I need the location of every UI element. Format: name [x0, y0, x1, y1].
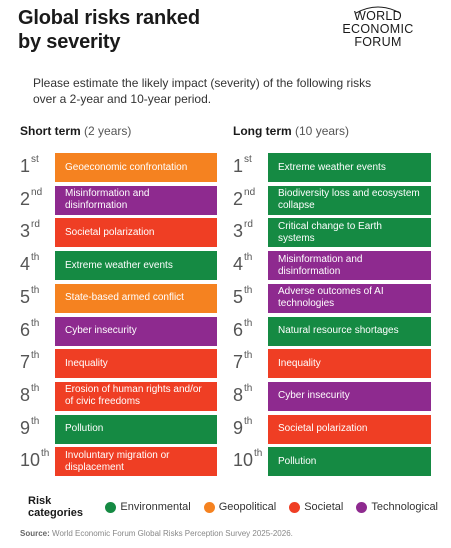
- rank-suffix: st: [31, 154, 39, 165]
- rank-number: 6: [20, 319, 31, 340]
- rank-number: 3: [233, 221, 244, 242]
- rank-number: 9: [233, 417, 244, 438]
- page-title: [18, 6, 248, 54]
- long-term-risk-bar: Misinformation and disinformation: [268, 251, 431, 280]
- short-term-risk-bar: State-based armed conflict: [55, 284, 217, 313]
- rank-number: 10: [20, 450, 41, 471]
- long-term-risk-bar: Extreme weather events: [268, 153, 431, 182]
- logo-line-3: FORUM: [354, 35, 402, 49]
- rank-suffix: th: [31, 317, 40, 329]
- rank-number: 5: [233, 286, 244, 307]
- rank-number: 9: [20, 417, 31, 438]
- source-label: Source:: [20, 529, 50, 538]
- long-term-risk-bar: Natural resource shortages: [268, 317, 431, 346]
- title-line-1: Global risks ranked: [18, 7, 200, 29]
- rank-suffix: th: [244, 317, 253, 329]
- rank-suffix: th: [31, 284, 40, 296]
- rank-number: 2: [233, 188, 244, 209]
- legend-dot-icon: [105, 502, 116, 513]
- legend-dot-icon: [356, 502, 367, 513]
- rank-number: 3: [20, 221, 31, 242]
- long-term-risk-bar: Pollution: [268, 447, 431, 476]
- legend-label: Technological: [371, 501, 438, 513]
- rank-number: 4: [233, 254, 244, 275]
- rank-suffix: nd: [31, 186, 43, 198]
- legend-item-societal: [289, 501, 343, 513]
- legend-title: Risk categories: [28, 495, 84, 519]
- rank-suffix: nd: [244, 186, 256, 198]
- rank-number: 7: [20, 352, 31, 373]
- rank-suffix: th: [254, 448, 263, 460]
- rank-number: 10: [233, 450, 254, 471]
- rank-number: 7: [233, 352, 244, 373]
- long-term-risk-bar: Inequality: [268, 349, 431, 378]
- rank-number: 1: [233, 156, 244, 176]
- long-term-risk-bar: Critical change to Earth systems: [268, 218, 431, 247]
- rank-number: 5: [20, 286, 31, 307]
- long-term-risk-bar: Societal polarization: [268, 415, 431, 444]
- short-term-risk-bar: Extreme weather events: [55, 251, 217, 280]
- short-term-label: Short term: [20, 124, 81, 138]
- short-term-risk-bar: Geoeconomic confrontation: [55, 153, 217, 182]
- legend-dot-icon: [289, 502, 300, 513]
- rank-suffix: rd: [31, 219, 40, 231]
- legend-item-technological: [356, 501, 438, 513]
- rank-suffix: th: [31, 252, 40, 264]
- rank-suffix: st: [244, 154, 252, 165]
- rank-suffix: rd: [244, 219, 253, 231]
- short-term-risk-bar: Involuntary migration or displacement: [55, 447, 217, 476]
- rank-number: 8: [233, 384, 244, 405]
- logo-line-2: ECONOMIC: [342, 22, 414, 36]
- rank-suffix: th: [31, 350, 40, 362]
- legend-label: Environmental: [120, 501, 191, 513]
- legend-dot-icon: [204, 502, 215, 513]
- rank-number: 2: [20, 188, 31, 209]
- wef-logo: [329, 10, 427, 49]
- short-term-risk-bar: Pollution: [55, 415, 217, 444]
- long-term-label: Long term: [233, 124, 292, 138]
- rank-suffix: th: [31, 382, 40, 394]
- long-term-header: [233, 124, 349, 138]
- rank-number: 1: [20, 156, 31, 176]
- rank-suffix: th: [244, 382, 253, 394]
- short-term-risk-bar: Societal polarization: [55, 218, 217, 247]
- logo-line-1: WORLD: [353, 9, 403, 23]
- source-note: [20, 529, 293, 538]
- rank-suffix: th: [41, 448, 50, 460]
- subtitle: Please estimate the likely impact (severity) of the following risks over a 2-year and 10-year period.: [33, 76, 372, 106]
- source-text: World Economic Forum Global Risks Perception Survey 2025-2026.: [52, 529, 293, 538]
- short-term-risk-bar: Erosion of human rights and/or of civic freedoms: [55, 382, 217, 411]
- rank-suffix: th: [244, 252, 253, 264]
- short-term-risk-bar: Cyber insecurity: [55, 317, 217, 346]
- rank-number: 8: [20, 384, 31, 405]
- title-line-2: by severity: [18, 31, 121, 53]
- long-term-risk-bar: Adverse outcomes of AI technologies: [268, 284, 431, 313]
- legend-label: Geopolitical: [218, 501, 277, 513]
- short-term-risk-bar: Misinformation and disinformation: [55, 186, 217, 215]
- legend-label: Societal: [304, 501, 344, 513]
- rank-suffix: th: [244, 415, 253, 427]
- short-term-risk-bar: Inequality: [55, 349, 217, 378]
- rank-suffix: th: [244, 284, 253, 296]
- short-term-range: (2 years): [84, 124, 132, 138]
- legend-item-environmental: [105, 501, 190, 513]
- long-term-range: (10 years): [295, 124, 350, 138]
- legend: [28, 495, 451, 519]
- short-term-header: [20, 124, 131, 138]
- legend-item-geopolitical: [204, 501, 276, 513]
- rank-suffix: th: [31, 415, 40, 427]
- legend-items: [105, 501, 451, 513]
- long-term-risk-bar: Cyber insecurity: [268, 382, 431, 411]
- rank-number: 4: [20, 254, 31, 275]
- rank-suffix: th: [244, 350, 253, 362]
- rank-number: 6: [233, 319, 244, 340]
- long-term-risk-bar: Biodiversity loss and ecosystem collapse: [268, 186, 431, 215]
